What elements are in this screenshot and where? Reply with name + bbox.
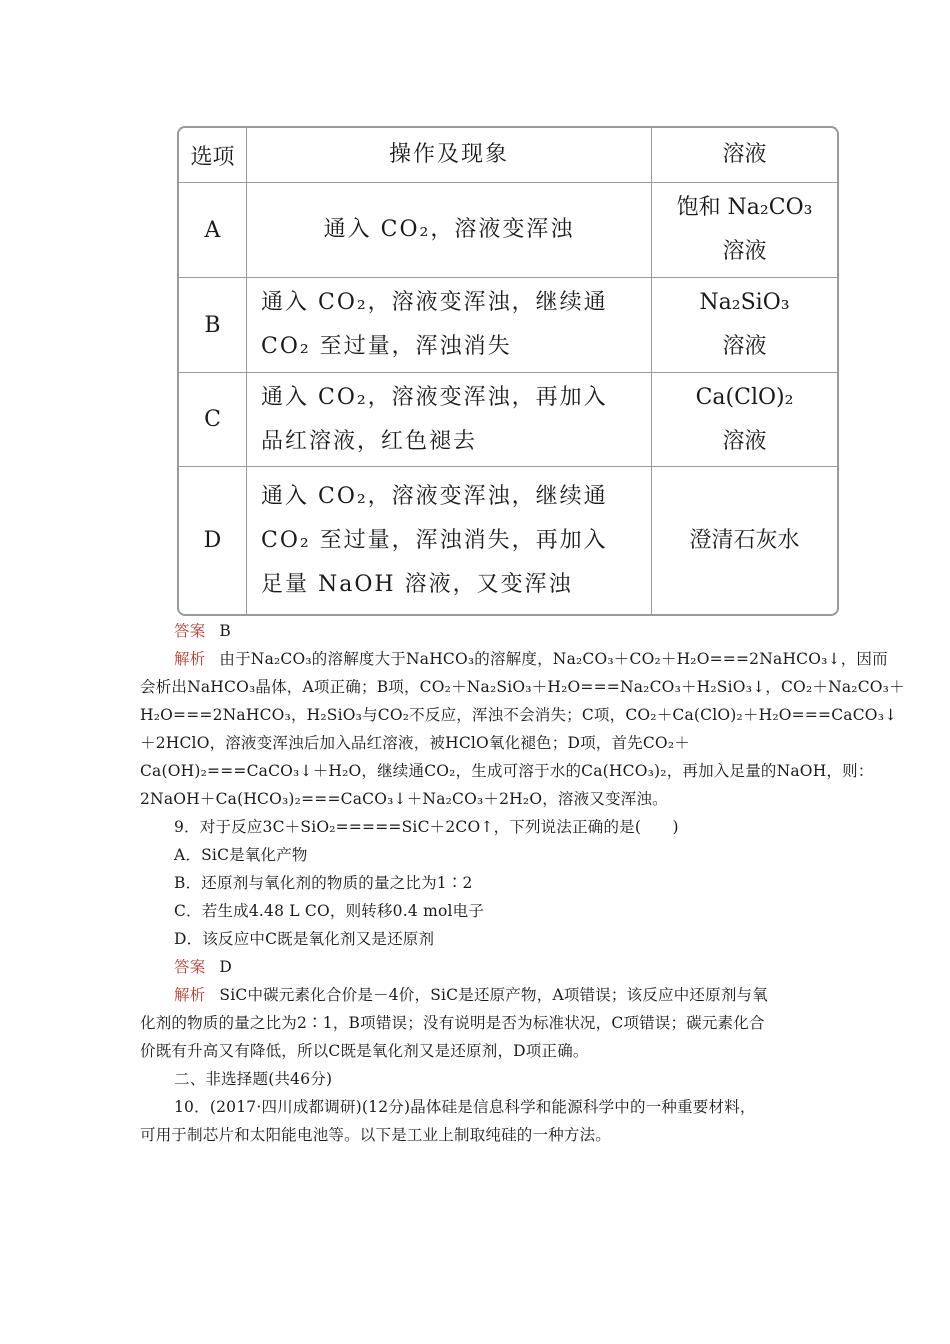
header-option: 选项 <box>179 128 247 182</box>
q8-answer-line <box>140 617 812 645</box>
solution-cell: Na₂SiO₃ 溶液 <box>699 290 790 359</box>
operation-cell: 通入 CO₂，溶液变浑浊，继续通 CO₂ 至过量，浑浊消失 <box>247 278 652 372</box>
answer-label: 答案 <box>174 958 206 976</box>
solution-cell: 澄清石灰水 <box>689 527 800 553</box>
header-operation: 操作及现象 <box>247 128 652 182</box>
answer-value: D <box>219 958 233 976</box>
option-cell: C <box>179 373 247 466</box>
option-cell: B <box>179 278 247 372</box>
option-cell: D <box>179 467 247 614</box>
analysis-text-line: 会析出NaHCO₃晶体，A项正确；B项，CO₂＋Na₂SiO₃＋H₂O===Na₂CO₃＋H₂SiO₃↓，CO₂＋Na₂CO₃＋ <box>140 678 905 696</box>
operation-cell: 通入 CO₂，溶液变浑浊 <box>247 183 652 277</box>
q9-stem: 9．对于反应3C＋SiO₂=====SiC＋2CO↑，下列说法正确的是( ) <box>174 818 679 836</box>
solution-cell: Ca(ClO)₂ 溶液 <box>695 384 794 454</box>
operation-cell: 通入 CO₂，溶液变浑浊，继续通 CO₂ 至过量，浑浊消失，再加入 足量 NaOH 溶液，又变浑浊 <box>247 467 652 614</box>
q8-block <box>140 617 905 813</box>
solution-cell: 饱和 Na₂CO₃ 溶液 <box>676 195 813 264</box>
q9-analysis-line: 解析 SiC中碳元素化合价是－4价，SiC是还原产物，A项错误；该反应中还原剂与氧 <box>174 986 768 1004</box>
analysis-label: 解析 <box>174 986 206 1004</box>
operation-cell: 通入 CO₂，溶液变浑浊，再加入 品红溶液，红色褪去 <box>247 373 652 466</box>
analysis-text-line: ＋2HClO，溶液变浑浊后加入品红溶液，被HClO氧化褪色；D项，首先CO₂＋ <box>140 734 690 752</box>
analysis-text-line: Ca(OH)₂===CaCO₃↓＋H₂O，继续通CO₂，生成可溶于水的Ca(HCO₃)₂，再加入足量的NaOH，则： <box>140 762 874 780</box>
q9-answer-line <box>140 953 812 981</box>
table-row <box>179 466 837 614</box>
options-table <box>177 126 839 616</box>
analysis-text-line: 化剂的物质的量之比为2∶1，B项错误；没有说明是否为标准状况，C项错误；碳元素化合 <box>140 1014 765 1032</box>
table-row <box>179 277 837 372</box>
header-solution: 溶液 <box>722 142 767 167</box>
q9-option: A．SiC是氧化产物 <box>174 846 308 864</box>
q9-option: D．该反应中C既是氧化剂又是还原剂 <box>174 930 435 948</box>
q9-block <box>140 813 812 1149</box>
analysis-text-line: 2NaOH＋Ca(HCO₃)₂===CaCO₃↓＋Na₂CO₃＋2H₂O，溶液又变浑浊。 <box>140 790 668 808</box>
q9-option: B．还原剂与氧化剂的物质的量之比为1∶2 <box>174 874 473 892</box>
option-cell: A <box>179 183 247 277</box>
analysis-label: 解析 <box>174 650 206 668</box>
q10-stem-cont: 可用于制芯片和太阳能电池等。以下是工业上制取纯硅的一种方法。 <box>140 1126 612 1144</box>
table-header-row <box>179 128 837 182</box>
answer-value: B <box>219 622 231 640</box>
analysis-text-line: H₂O===2NaHCO₃，H₂SiO₃与CO₂不反应，浑浊不会消失；C项，CO₂＋Ca(ClO)₂＋H₂O===CaCO₃↓ <box>140 706 898 724</box>
q8-analysis-line: 解析 由于Na₂CO₃的溶解度大于NaHCO₃的溶解度，Na₂CO₃＋CO₂＋H₂O===2NaHCO₃↓，因而 <box>174 650 888 668</box>
section-heading: 二、非选择题(共46分) <box>174 1070 333 1088</box>
analysis-text-line: 价既有升高又有降低，所以C既是氧化剂又是还原剂，D项正确。 <box>140 1042 589 1060</box>
table-row <box>179 182 837 277</box>
q9-option: C．若生成4.48 L CO，则转移0.4 mol电子 <box>174 902 485 920</box>
answer-label: 答案 <box>174 622 206 640</box>
q10-stem: 10．(2017·四川成都调研)(12分)晶体硅是信息科学和能源科学中的一种重要材料， <box>174 1098 756 1116</box>
table-row <box>179 372 837 466</box>
